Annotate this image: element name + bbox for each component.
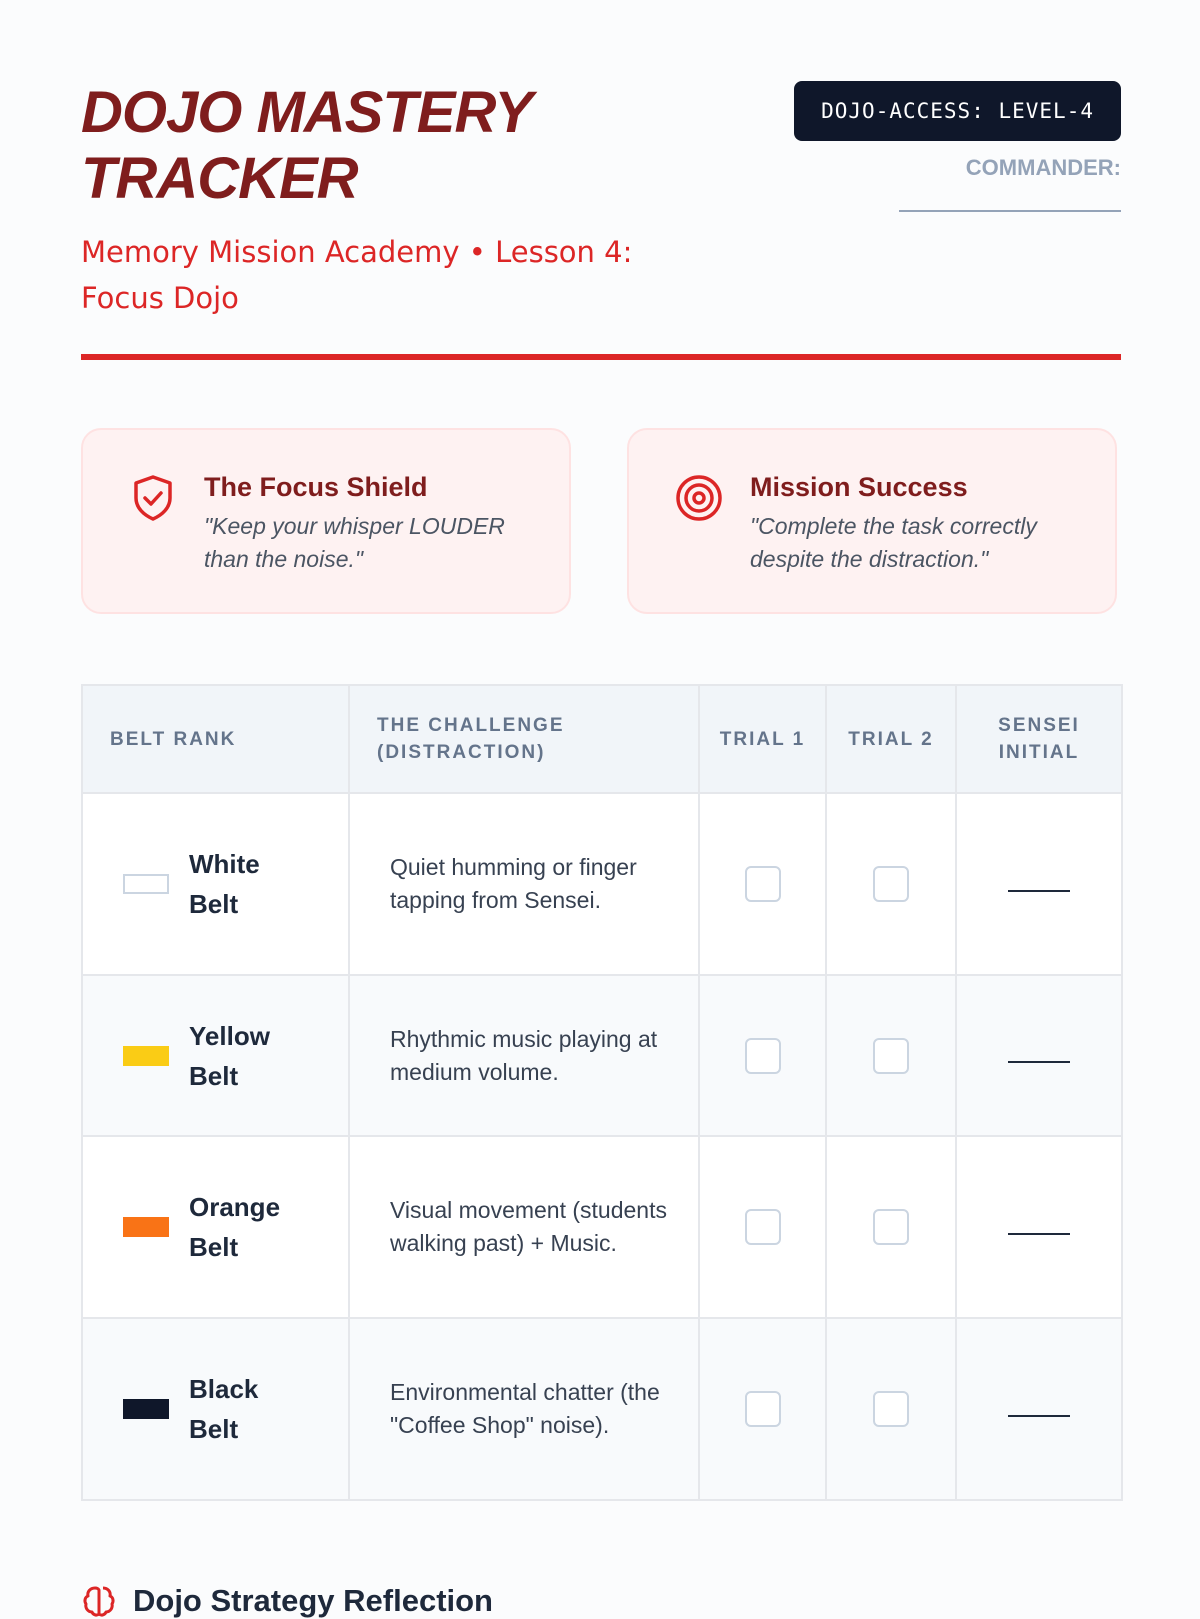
- header-divider: [81, 354, 1121, 360]
- trial-1-cell: [699, 1318, 826, 1500]
- header: [81, 80, 1121, 372]
- page-title: DOJO MASTERY TRACKER: [81, 80, 531, 211]
- challenge-text: Environmental chatter (the "Coffee Shop" noise).: [349, 1318, 699, 1500]
- reflection-title: Dojo Strategy Reflection: [133, 1583, 493, 1618]
- card-quote: "Complete the task correctly despite the distraction.": [750, 513, 1037, 572]
- trial-2-cell: [826, 1136, 956, 1318]
- trial-1-checkbox[interactable]: [745, 1209, 781, 1245]
- column-header-trial-2: TRIAL 2: [826, 685, 956, 793]
- trial-2-cell: [826, 793, 956, 975]
- trial-1-cell: [699, 793, 826, 975]
- challenge-text: Rhythmic music playing at medium volume.: [349, 975, 699, 1136]
- belt-name: White Belt: [189, 849, 260, 919]
- worksheet-page: [81, 80, 1121, 1618]
- column-header-belt-rank: BELT RANK: [82, 685, 349, 793]
- sensei-initial-field[interactable]: [1008, 1415, 1070, 1417]
- sensei-initial-cell: [956, 975, 1122, 1136]
- focus-shield-card: [81, 428, 571, 614]
- belt-cell: [82, 793, 349, 975]
- belt-cell: [82, 1318, 349, 1500]
- sensei-initial-cell: [956, 793, 1122, 975]
- trial-2-checkbox[interactable]: [873, 1038, 909, 1074]
- belt-color-swatch: [123, 1399, 169, 1419]
- table-row: [82, 1136, 1122, 1318]
- target-icon: [673, 472, 725, 524]
- reflection-heading: [81, 1583, 493, 1619]
- card-title: Mission Success: [750, 472, 968, 502]
- sensei-initial-cell: [956, 1318, 1122, 1500]
- table-header-row: [82, 685, 1122, 793]
- sensei-initial-field[interactable]: [1008, 890, 1070, 892]
- page-subtitle: Memory Mission Academy • Lesson 4: Focus Dojo: [81, 235, 633, 315]
- belt-name: Black Belt: [189, 1374, 259, 1444]
- table-row: [82, 1318, 1122, 1500]
- table-row: [82, 975, 1122, 1136]
- belt-color-swatch: [123, 1046, 169, 1066]
- column-header-trial-1: TRIAL 1: [699, 685, 826, 793]
- challenge-text: Visual movement (students walking past) + Music.: [349, 1136, 699, 1318]
- info-cards: [81, 428, 1121, 618]
- trial-1-cell: [699, 1136, 826, 1318]
- card-quote: "Keep your whisper LOUDER than the noise.": [204, 513, 505, 572]
- trial-1-cell: [699, 975, 826, 1136]
- commander-label: COMMANDER:: [965, 155, 1121, 180]
- mission-success-card: [627, 428, 1117, 614]
- trial-2-checkbox[interactable]: [873, 1209, 909, 1245]
- belt-color-swatch: [123, 1217, 169, 1237]
- trial-2-cell: [826, 975, 956, 1136]
- trial-1-checkbox[interactable]: [745, 1391, 781, 1427]
- card-title: The Focus Shield: [204, 472, 428, 502]
- trial-2-checkbox[interactable]: [873, 1391, 909, 1427]
- trial-1-checkbox[interactable]: [745, 1038, 781, 1074]
- sensei-initial-field[interactable]: [1008, 1061, 1070, 1063]
- trial-1-checkbox[interactable]: [745, 866, 781, 902]
- access-level-badge: DOJO-ACCESS: LEVEL-4: [794, 81, 1121, 141]
- belt-color-swatch: [123, 874, 169, 894]
- brain-icon: [81, 1583, 117, 1619]
- column-header-sensei-initial: SENSEI INITIAL: [956, 685, 1122, 793]
- sensei-initial-field[interactable]: [1008, 1233, 1070, 1235]
- sensei-initial-cell: [956, 1136, 1122, 1318]
- challenge-text: Quiet humming or finger tapping from Sensei.: [349, 793, 699, 975]
- belt-cell: [82, 975, 349, 1136]
- belt-cell: [82, 1136, 349, 1318]
- belt-name: Yellow Belt: [189, 1020, 270, 1091]
- table-row: [82, 793, 1122, 975]
- shield-check-icon: [127, 472, 179, 524]
- trial-2-cell: [826, 1318, 956, 1500]
- column-header-challenge: THE CHALLENGE (DISTRACTION): [349, 685, 699, 793]
- belt-progress-table: [81, 684, 1123, 1501]
- trial-2-checkbox[interactable]: [873, 866, 909, 902]
- commander-name-field[interactable]: [899, 210, 1121, 212]
- belt-name: Orange Belt: [189, 1192, 281, 1262]
